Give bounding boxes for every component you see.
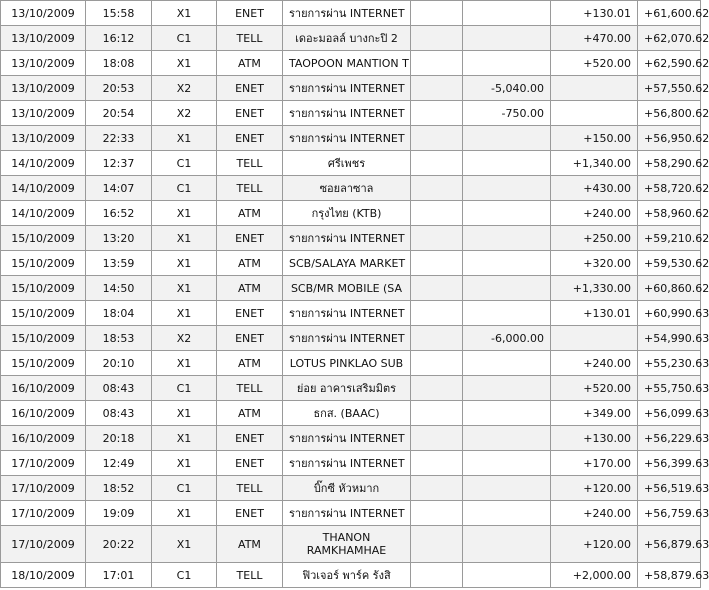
- time-cell: 18:08: [86, 51, 152, 76]
- credit-cell: +170.00: [551, 451, 638, 476]
- code-cell: C1: [152, 151, 217, 176]
- blank-cell: [411, 101, 463, 126]
- time-cell: 13:20: [86, 226, 152, 251]
- channel-cell: ENET: [217, 226, 283, 251]
- debit-cell: [463, 301, 551, 326]
- description-cell: THANON RAMKHAMHAE: [283, 526, 411, 563]
- balance-cell: +56,519.63: [638, 476, 701, 501]
- channel-cell: ENET: [217, 501, 283, 526]
- code-cell: X1: [152, 501, 217, 526]
- credit-cell: +320.00: [551, 251, 638, 276]
- balance-cell: +55,750.63: [638, 376, 701, 401]
- code-cell: X1: [152, 1, 217, 26]
- balance-cell: +59,530.62: [638, 251, 701, 276]
- blank-cell: [411, 226, 463, 251]
- balance-cell: +57,550.62: [638, 76, 701, 101]
- time-cell: 16:12: [86, 26, 152, 51]
- blank-cell: [411, 526, 463, 563]
- code-cell: X1: [152, 201, 217, 226]
- code-cell: X2: [152, 76, 217, 101]
- channel-cell: ATM: [217, 201, 283, 226]
- credit-cell: +349.00: [551, 401, 638, 426]
- table-row: [1, 301, 701, 326]
- debit-cell: [463, 126, 551, 151]
- channel-cell: ATM: [217, 351, 283, 376]
- code-cell: X1: [152, 351, 217, 376]
- date-cell: 13/10/2009: [1, 76, 86, 101]
- debit-cell: [463, 26, 551, 51]
- blank-cell: [411, 351, 463, 376]
- credit-cell: +520.00: [551, 51, 638, 76]
- date-cell: 17/10/2009: [1, 476, 86, 501]
- time-cell: 14:50: [86, 276, 152, 301]
- time-cell: 14:07: [86, 176, 152, 201]
- channel-cell: ENET: [217, 1, 283, 26]
- blank-cell: [411, 426, 463, 451]
- code-cell: C1: [152, 476, 217, 501]
- debit-cell: [463, 401, 551, 426]
- table-row: [1, 201, 701, 226]
- code-cell: X1: [152, 401, 217, 426]
- blank-cell: [411, 26, 463, 51]
- credit-cell: +240.00: [551, 501, 638, 526]
- date-cell: 13/10/2009: [1, 26, 86, 51]
- debit-cell: [463, 351, 551, 376]
- credit-cell: +1,340.00: [551, 151, 638, 176]
- code-cell: X1: [152, 226, 217, 251]
- debit-cell: [463, 376, 551, 401]
- date-cell: 17/10/2009: [1, 451, 86, 476]
- date-cell: 17/10/2009: [1, 501, 86, 526]
- blank-cell: [411, 151, 463, 176]
- balance-cell: +56,099.63: [638, 401, 701, 426]
- debit-cell: [463, 451, 551, 476]
- table-row: [1, 76, 701, 101]
- credit-cell: +120.00: [551, 526, 638, 563]
- date-cell: 13/10/2009: [1, 126, 86, 151]
- description-cell: รายการผ่าน INTERNET: [283, 326, 411, 351]
- time-cell: 15:58: [86, 1, 152, 26]
- balance-cell: +55,230.63: [638, 351, 701, 376]
- balance-cell: +58,879.63: [638, 563, 701, 588]
- table-row: [1, 376, 701, 401]
- blank-cell: [411, 451, 463, 476]
- table-row: [1, 526, 701, 563]
- code-cell: X1: [152, 526, 217, 563]
- description-cell: TAOPOON MANTION T: [283, 51, 411, 76]
- blank-cell: [411, 563, 463, 588]
- balance-cell: +58,290.62: [638, 151, 701, 176]
- channel-cell: TELL: [217, 176, 283, 201]
- code-cell: C1: [152, 176, 217, 201]
- date-cell: 15/10/2009: [1, 251, 86, 276]
- debit-cell: [463, 1, 551, 26]
- code-cell: X1: [152, 451, 217, 476]
- date-cell: 13/10/2009: [1, 51, 86, 76]
- description-cell: SCB/MR MOBILE (SA: [283, 276, 411, 301]
- channel-cell: TELL: [217, 26, 283, 51]
- credit-cell: +150.00: [551, 126, 638, 151]
- channel-cell: TELL: [217, 376, 283, 401]
- blank-cell: [411, 301, 463, 326]
- code-cell: X1: [152, 276, 217, 301]
- description-cell: บิ๊กซี หัวหมาก: [283, 476, 411, 501]
- description-cell: รายการผ่าน INTERNET: [283, 101, 411, 126]
- blank-cell: [411, 401, 463, 426]
- channel-cell: ATM: [217, 51, 283, 76]
- balance-cell: +58,720.62: [638, 176, 701, 201]
- time-cell: 18:53: [86, 326, 152, 351]
- blank-cell: [411, 201, 463, 226]
- credit-cell: [551, 326, 638, 351]
- code-cell: X1: [152, 51, 217, 76]
- debit-cell: [463, 51, 551, 76]
- balance-cell: +62,590.62: [638, 51, 701, 76]
- description-cell: รายการผ่าน INTERNET: [283, 301, 411, 326]
- balance-cell: +59,210.62: [638, 226, 701, 251]
- date-cell: 14/10/2009: [1, 151, 86, 176]
- table-row: [1, 351, 701, 376]
- description-cell: ศรีเพชร: [283, 151, 411, 176]
- credit-cell: +250.00: [551, 226, 638, 251]
- debit-cell: [463, 201, 551, 226]
- credit-cell: +240.00: [551, 351, 638, 376]
- code-cell: X1: [152, 126, 217, 151]
- balance-cell: +61,600.62: [638, 1, 701, 26]
- channel-cell: ATM: [217, 276, 283, 301]
- channel-cell: TELL: [217, 563, 283, 588]
- table-row: [1, 501, 701, 526]
- table-row: [1, 176, 701, 201]
- table-row: [1, 276, 701, 301]
- channel-cell: ATM: [217, 526, 283, 563]
- table-row: [1, 101, 701, 126]
- blank-cell: [411, 251, 463, 276]
- description-cell: รายการผ่าน INTERNET: [283, 126, 411, 151]
- date-cell: 16/10/2009: [1, 376, 86, 401]
- date-cell: 18/10/2009: [1, 563, 86, 588]
- time-cell: 20:54: [86, 101, 152, 126]
- debit-cell: [463, 276, 551, 301]
- debit-cell: -6,000.00: [463, 326, 551, 351]
- time-cell: 08:43: [86, 401, 152, 426]
- time-cell: 22:33: [86, 126, 152, 151]
- table-row: [1, 251, 701, 276]
- debit-cell: [463, 526, 551, 563]
- balance-cell: +56,950.62: [638, 126, 701, 151]
- debit-cell: [463, 251, 551, 276]
- credit-cell: +130.01: [551, 1, 638, 26]
- date-cell: 15/10/2009: [1, 326, 86, 351]
- date-cell: 16/10/2009: [1, 426, 86, 451]
- blank-cell: [411, 376, 463, 401]
- balance-cell: +56,800.62: [638, 101, 701, 126]
- time-cell: 08:43: [86, 376, 152, 401]
- description-cell: รายการผ่าน INTERNET: [283, 226, 411, 251]
- table-row: [1, 26, 701, 51]
- debit-cell: [463, 426, 551, 451]
- description-cell: SCB/SALAYA MARKET: [283, 251, 411, 276]
- code-cell: X1: [152, 251, 217, 276]
- channel-cell: ATM: [217, 401, 283, 426]
- blank-cell: [411, 501, 463, 526]
- table-row: [1, 426, 701, 451]
- debit-cell: [463, 501, 551, 526]
- code-cell: C1: [152, 26, 217, 51]
- balance-cell: +62,070.62: [638, 26, 701, 51]
- date-cell: 13/10/2009: [1, 1, 86, 26]
- credit-cell: +2,000.00: [551, 563, 638, 588]
- code-cell: C1: [152, 376, 217, 401]
- table-row: [1, 563, 701, 588]
- channel-cell: ENET: [217, 101, 283, 126]
- time-cell: 19:09: [86, 501, 152, 526]
- balance-cell: +60,860.62: [638, 276, 701, 301]
- description-cell: รายการผ่าน INTERNET: [283, 1, 411, 26]
- time-cell: 16:52: [86, 201, 152, 226]
- blank-cell: [411, 176, 463, 201]
- date-cell: 15/10/2009: [1, 351, 86, 376]
- debit-cell: [463, 563, 551, 588]
- time-cell: 20:53: [86, 76, 152, 101]
- credit-cell: +130.00: [551, 426, 638, 451]
- transaction-rows: [1, 1, 709, 588]
- credit-cell: +430.00: [551, 176, 638, 201]
- time-cell: 12:37: [86, 151, 152, 176]
- channel-cell: TELL: [217, 151, 283, 176]
- description-cell: รายการผ่าน INTERNET: [283, 501, 411, 526]
- debit-cell: [463, 176, 551, 201]
- time-cell: 20:18: [86, 426, 152, 451]
- channel-cell: ENET: [217, 76, 283, 101]
- channel-cell: ATM: [217, 251, 283, 276]
- time-cell: 20:22: [86, 526, 152, 563]
- time-cell: 13:59: [86, 251, 152, 276]
- description-cell: ธกส. (BAAC): [283, 401, 411, 426]
- code-cell: X1: [152, 426, 217, 451]
- description-cell: ย่อย อาคารเสริมมิตร: [283, 376, 411, 401]
- debit-cell: [463, 151, 551, 176]
- credit-cell: +1,330.00: [551, 276, 638, 301]
- blank-cell: [411, 51, 463, 76]
- channel-cell: ENET: [217, 326, 283, 351]
- debit-cell: [463, 476, 551, 501]
- time-cell: 17:01: [86, 563, 152, 588]
- channel-cell: ENET: [217, 126, 283, 151]
- credit-cell: +120.00: [551, 476, 638, 501]
- debit-cell: -750.00: [463, 101, 551, 126]
- time-cell: 20:10: [86, 351, 152, 376]
- balance-cell: +58,960.62: [638, 201, 701, 226]
- channel-cell: ENET: [217, 426, 283, 451]
- date-cell: 15/10/2009: [1, 276, 86, 301]
- table-row: [1, 51, 701, 76]
- description-cell: รายการผ่าน INTERNET: [283, 451, 411, 476]
- date-cell: 14/10/2009: [1, 176, 86, 201]
- blank-cell: [411, 326, 463, 351]
- blank-cell: [411, 76, 463, 101]
- date-cell: 17/10/2009: [1, 526, 86, 563]
- description-cell: เดอะมอลล์ บางกะปิ 2: [283, 26, 411, 51]
- credit-cell: +130.01: [551, 301, 638, 326]
- debit-cell: -5,040.00: [463, 76, 551, 101]
- time-cell: 18:04: [86, 301, 152, 326]
- debit-cell: [463, 226, 551, 251]
- code-cell: X1: [152, 301, 217, 326]
- blank-cell: [411, 1, 463, 26]
- blank-cell: [411, 276, 463, 301]
- description-cell: ฟิวเจอร์ พาร์ค รังสิ: [283, 563, 411, 588]
- table-row: [1, 401, 701, 426]
- balance-cell: +56,229.63: [638, 426, 701, 451]
- date-cell: 16/10/2009: [1, 401, 86, 426]
- code-cell: C1: [152, 563, 217, 588]
- table-row: [1, 151, 701, 176]
- description-cell: LOTUS PINKLAO SUB: [283, 351, 411, 376]
- date-cell: 15/10/2009: [1, 301, 86, 326]
- channel-cell: ENET: [217, 301, 283, 326]
- table-row: [1, 226, 701, 251]
- channel-cell: ENET: [217, 451, 283, 476]
- balance-cell: +56,879.63: [638, 526, 701, 563]
- description-cell: รายการผ่าน INTERNET: [283, 426, 411, 451]
- description-cell: กรุงไทย (KTB): [283, 201, 411, 226]
- credit-cell: +520.00: [551, 376, 638, 401]
- description-cell: รายการผ่าน INTERNET: [283, 76, 411, 101]
- date-cell: 13/10/2009: [1, 101, 86, 126]
- date-cell: 15/10/2009: [1, 226, 86, 251]
- balance-cell: +60,990.63: [638, 301, 701, 326]
- balance-cell: +56,759.63: [638, 501, 701, 526]
- credit-cell: +240.00: [551, 201, 638, 226]
- code-cell: X2: [152, 326, 217, 351]
- table-row: [1, 126, 701, 151]
- balance-cell: +54,990.63: [638, 326, 701, 351]
- balance-cell: +56,399.63: [638, 451, 701, 476]
- blank-cell: [411, 476, 463, 501]
- blank-cell: [411, 126, 463, 151]
- table-row: [1, 451, 701, 476]
- time-cell: 18:52: [86, 476, 152, 501]
- code-cell: X2: [152, 101, 217, 126]
- time-cell: 12:49: [86, 451, 152, 476]
- table-row: [1, 476, 701, 501]
- table-row: [1, 1, 701, 26]
- credit-cell: [551, 101, 638, 126]
- description-cell: ซอยลาซาล: [283, 176, 411, 201]
- date-cell: 14/10/2009: [1, 201, 86, 226]
- table-row: [1, 326, 701, 351]
- credit-cell: [551, 76, 638, 101]
- credit-cell: +470.00: [551, 26, 638, 51]
- channel-cell: TELL: [217, 476, 283, 501]
